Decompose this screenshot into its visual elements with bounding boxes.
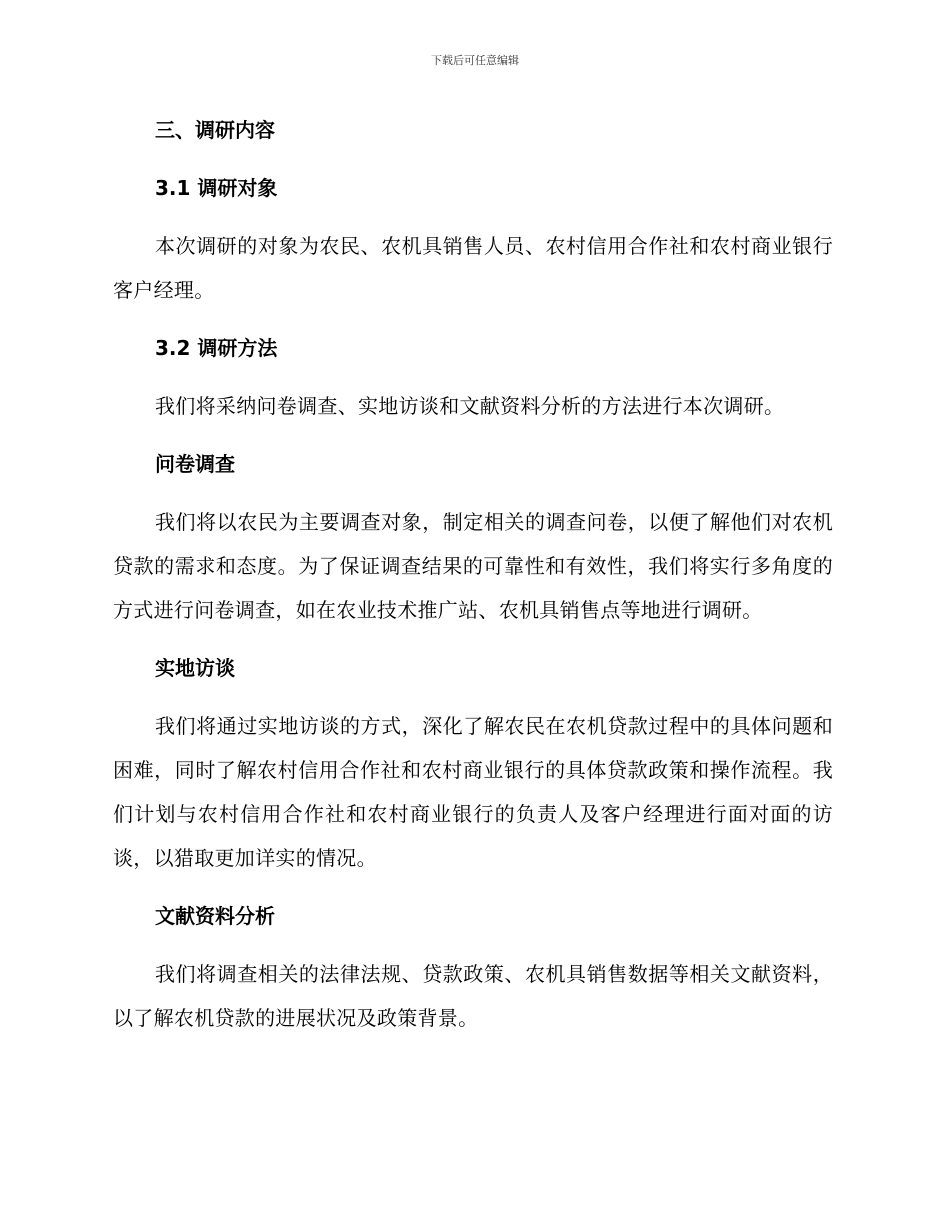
interview-subtitle: 实地访谈 bbox=[155, 656, 235, 680]
literature-paragraph: 我们将调查相关的法律法规、贷款政策、农机具销售数据等相关文献资料，以了解农机贷款的进展状况及政策背景。 bbox=[113, 962, 833, 1030]
literature-subtitle: 文献资料分析 bbox=[155, 904, 275, 928]
section-3-2-paragraph: 我们将采纳问卷调查、实地访谈和文献资料分析的方法进行本次调研。 bbox=[155, 394, 785, 418]
survey-subtitle: 问卷调查 bbox=[155, 452, 235, 476]
section-3-1-paragraph: 本次调研的对象为农民、农机具销售人员、农村信用合作社和农村商业银行客户经理。 bbox=[113, 234, 833, 302]
header-note: 下载后可任意编辑 bbox=[431, 54, 519, 67]
section-3-1-title: 3.1 调研对象 bbox=[155, 176, 278, 200]
interview-paragraph: 我们将通过实地访谈的方式，深化了解农民在农机贷款过程中的具体问题和困难，同时了解农村信用合作社和农村商业银行的具体贷款政策和操作流程。我们计划与农村信用合作社和农村商业银行的负责人及客户经理进行面对面的访谈，以猎取更加详实的情况。 bbox=[113, 714, 833, 870]
section-3-2-title: 3.2 调研方法 bbox=[155, 336, 278, 360]
document-body bbox=[113, 108, 833, 1040]
survey-paragraph: 我们将以农民为主要调查对象，制定相关的调查问卷，以便了解他们对农机贷款的需求和态度。为了保证调查结果的可靠性和有效性，我们将实行多角度的方式进行问卷调查，如在农业技术推广站、农机具销售点等地进行调研。 bbox=[113, 510, 833, 622]
section-3-title: 三、调研内容 bbox=[155, 118, 275, 142]
